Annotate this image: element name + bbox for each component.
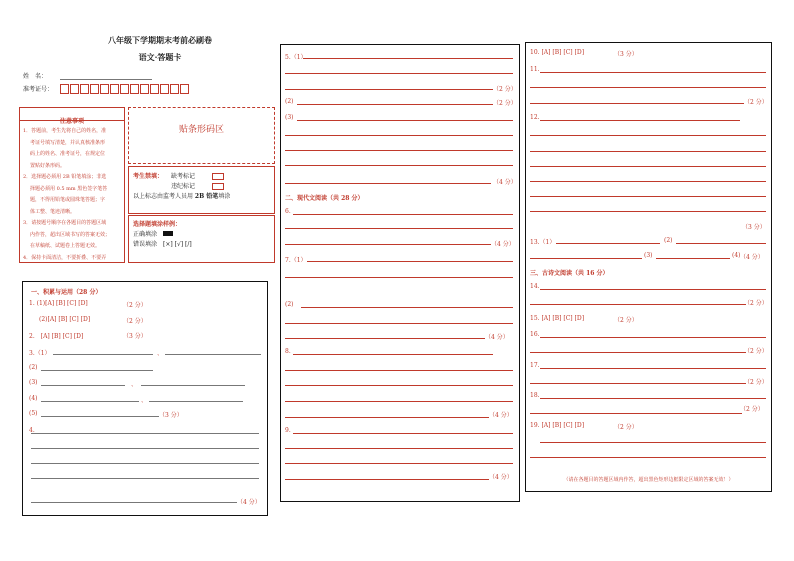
q3-4-blank-b[interactable] (149, 401, 243, 402)
q15-points: （2 分） (614, 317, 638, 324)
q19-line-b[interactable] (530, 457, 766, 458)
q3-5-points: （3 分） (159, 412, 183, 419)
q14-line-b[interactable] (530, 304, 746, 305)
q5-3-line-b[interactable] (285, 135, 513, 136)
notice-list (20, 121, 124, 264)
example-box (128, 215, 275, 263)
q15-options[interactable]: 15. [A] [B] [C] [D] (530, 315, 585, 322)
notice-line: 题，不得用铅笔或圆珠笔答题；字 (30, 197, 106, 203)
q18-line-a[interactable] (540, 398, 766, 399)
q13-pre-blank[interactable] (530, 258, 642, 259)
q13-label: 13.（1） (530, 239, 556, 246)
notice-line: 内作答，超出区域书写的答案无效； (30, 231, 111, 238)
q8-label: 8. (285, 348, 291, 355)
notice-title: 注意事项 (59, 118, 84, 125)
q3-1-separator: 、 (157, 350, 164, 357)
q6-line-b[interactable] (285, 228, 513, 229)
q9-line-b[interactable] (285, 448, 513, 449)
q3-4-separator: 、 (141, 397, 148, 404)
forbid-note (133, 193, 230, 200)
q12-points: （3 分） (742, 224, 766, 231)
q18-points: （2 分） (740, 406, 764, 413)
forbid-note-bold: 2B 铅笔 (194, 193, 219, 200)
notice-line: 择题必须用 0.5 mm 黑色签字笔答 (30, 185, 108, 192)
q3-label: 3.（1） (29, 350, 51, 357)
q13-3-blank[interactable] (656, 258, 730, 259)
q12-line-d[interactable] (530, 166, 766, 167)
notice-line: 置贴好条形码。 (30, 162, 66, 169)
footer-warning: （请在各题目的答题区域内作答，超出黑色矩形边框限定区域的答案无效！） (563, 477, 734, 483)
notice-line: 2．选择题必须用 2B 铅笔填涂；非选 (23, 174, 107, 180)
notice-line: 1．答题前，考生先将自己的姓名，准 (23, 128, 107, 134)
q3-2-label: (2) (29, 364, 38, 371)
q4-line-3[interactable] (31, 463, 259, 464)
q5-3-label: (3) (285, 114, 294, 121)
q3-5-blank[interactable] (41, 416, 159, 417)
q14-label: 14. (530, 283, 540, 290)
q17-line-a[interactable] (540, 368, 766, 369)
barcode-label: 贴条形码区 (178, 125, 224, 135)
notice-title-bar (20, 108, 124, 125)
q13-2-blank[interactable] (676, 243, 766, 244)
q3-3-separator: 、 (131, 381, 138, 388)
q7-1-line-a[interactable] (307, 261, 513, 262)
q1-1-options[interactable]: 1. (1)[A] [B] [C] [D] (29, 300, 88, 307)
q19-points: （2 分） (614, 424, 638, 431)
q8-line-e[interactable] (285, 417, 489, 418)
q9-line-d[interactable] (285, 479, 489, 480)
q4-line-4[interactable] (31, 478, 259, 479)
miss-mark-box[interactable] (212, 173, 224, 180)
q13-4-label: (4) (732, 252, 741, 259)
q12-line-b[interactable] (530, 135, 766, 136)
q16-label: 16. (530, 331, 540, 338)
q14-points: （2 分） (744, 300, 768, 307)
right-fill-sample (163, 231, 173, 236)
miss-label: 缺考标记 (171, 173, 196, 180)
q12-line-a[interactable] (540, 120, 740, 121)
q12-line-f[interactable] (530, 196, 766, 197)
q11-line-c[interactable] (530, 103, 744, 104)
q12-label: 12. (530, 114, 540, 121)
q5-1-line-c[interactable] (285, 89, 493, 90)
q10-points: （3 分） (614, 51, 638, 58)
q1-2-options[interactable]: (2)[A] [B] [C] [D] (39, 316, 91, 323)
q3-4-label: (4) (29, 395, 38, 402)
part1-box (22, 281, 268, 516)
notice-line: 码上的姓名、准考证号，在规定位 (30, 151, 106, 157)
q4-line-1[interactable] (31, 433, 259, 434)
q13-2-label: (2) (664, 237, 673, 244)
q8-line-d[interactable] (285, 401, 513, 402)
q3-1-blank-b[interactable] (165, 354, 261, 355)
name-field[interactable] (60, 79, 152, 80)
wrong-fill-samples: [×] [√] [/] (163, 241, 192, 248)
q12-line-e[interactable] (530, 181, 766, 182)
notice-line: 3．请按题号顺序在各题目的答题区域 (23, 220, 107, 226)
q17-line-b[interactable] (530, 383, 746, 384)
q19-line-a[interactable] (540, 442, 766, 443)
example-title: 选择题填涂样例： (133, 221, 182, 228)
q18-label: 18. (530, 392, 540, 399)
notice-box (19, 107, 125, 263)
q6-line-a[interactable] (293, 214, 513, 215)
q4-line-5[interactable] (31, 502, 237, 503)
q2-points: （3 分） (123, 333, 147, 340)
q1-1-points: （2 分） (123, 302, 147, 309)
wrong-fill-label: 错误填涂 (133, 241, 158, 248)
right-fill-label: 正确填涂 (133, 231, 158, 238)
q7-2-line-c[interactable] (285, 338, 485, 339)
id-cells[interactable] (60, 84, 190, 94)
q6-label: 6. (285, 208, 291, 215)
q3-1-blank-a[interactable] (53, 354, 153, 355)
right-column-box (525, 42, 772, 492)
name-label: 姓 名： (23, 73, 48, 80)
q5-3-line-e[interactable] (285, 183, 491, 184)
q13-3-label: (3) (644, 252, 653, 259)
barcode-area (128, 107, 275, 164)
q5-3-line-a[interactable] (297, 120, 513, 121)
notice-line: 4．保持卡面清洁，不要折叠、不要弄 (23, 254, 107, 261)
q11-line-a[interactable] (540, 72, 766, 73)
middle-column-box (280, 44, 520, 502)
q5-1-points: （2 分） (493, 86, 517, 93)
q6-line-c[interactable] (285, 244, 491, 245)
q1-2-points: （2 分） (123, 318, 147, 325)
q3-5-label: (5) (29, 410, 38, 417)
q9-line-a[interactable] (293, 433, 513, 434)
q8-line-a[interactable] (293, 354, 493, 355)
q5-1-line-b[interactable] (285, 73, 513, 74)
id-label: 准考证号： (23, 86, 54, 93)
q3-2-blank[interactable] (41, 370, 153, 371)
q5-2-points: （2 分） (493, 100, 517, 107)
forbid-box (128, 166, 275, 214)
q13-points: （4 分） (740, 254, 764, 261)
q7-points: （4 分） (485, 334, 509, 341)
q5-2-label: (2) (285, 98, 294, 105)
q5-3-line-d[interactable] (285, 165, 513, 166)
q3-3-blank-a[interactable] (41, 385, 125, 386)
q8-line-c[interactable] (285, 385, 513, 386)
q5-3-points: （4 分） (493, 179, 517, 186)
q6-points: （4 分） (491, 241, 515, 248)
q5-1-line-a[interactable] (303, 58, 513, 59)
q3-3-label: (3) (29, 379, 38, 386)
forbid-title: 考生禁填： (133, 173, 164, 180)
q4-points: （4 分） (237, 499, 261, 506)
forbid-note-pre: 以上标志由监考人员用 (133, 193, 195, 200)
q7-2-line-b[interactable] (285, 323, 513, 324)
q8-line-b[interactable] (285, 370, 513, 371)
q11-line-b[interactable] (530, 87, 766, 88)
q16-line-a[interactable] (540, 337, 766, 338)
q7-label: 7.（1） (285, 257, 307, 264)
q5-3-line-c[interactable] (285, 150, 513, 151)
q16-points: （2 分） (744, 348, 768, 355)
exam-title: 八年级下学期期末考前必刷卷 (108, 35, 212, 45)
q7-2-line-a[interactable] (301, 307, 513, 308)
q4-label: 4. (29, 427, 35, 434)
q16-line-b[interactable] (530, 352, 746, 353)
q19-options[interactable]: 19. [A] [B] [C] [D] (530, 422, 585, 429)
part1-title: 一、积累与运用（28 分） (31, 289, 102, 296)
q14-line-a[interactable] (540, 289, 766, 290)
q9-line-c[interactable] (285, 463, 513, 464)
q12-line-g[interactable] (530, 211, 766, 212)
q9-points: （4 分） (489, 474, 513, 481)
q11-points: （2 分） (744, 99, 768, 106)
q18-line-b[interactable] (530, 413, 742, 414)
q3-4-blank-a[interactable] (41, 401, 139, 402)
sheet-subtitle: 语文·答题卡 (138, 52, 182, 62)
notice-line: 在草稿纸、试题卷上答题无效。 (30, 243, 101, 249)
notice-line: 考证号填写清楚，并认真核准条形 (30, 139, 106, 146)
q5-2-line[interactable] (297, 104, 493, 105)
q13-1-blank[interactable] (556, 243, 660, 244)
q11-label: 11. (530, 66, 540, 73)
forbid-note-post: 填涂 (218, 193, 231, 200)
notice-line: 体工整、笔迹清晰。 (30, 208, 76, 215)
q12-line-c[interactable] (530, 151, 766, 152)
q7-1-line-b[interactable] (285, 277, 513, 278)
q17-points: （2 分） (744, 379, 768, 386)
q5-label: 5.（1） (285, 54, 307, 61)
q17-label: 17. (530, 362, 540, 369)
q8-points: （4 分） (489, 412, 513, 419)
part3-title: 三、古诗文阅读（共 16 分） (530, 270, 609, 277)
q3-3-blank-b[interactable] (141, 385, 245, 386)
q4-line-2[interactable] (31, 448, 259, 449)
q9-label: 9. (285, 427, 291, 434)
violate-mark-box[interactable] (212, 183, 224, 190)
violate-label: 违纪标记 (171, 183, 196, 190)
part2-title: 二、现代文阅读（共 28 分） (285, 195, 364, 202)
q2-options[interactable]: 2. [A] [B] [C] [D] (29, 333, 84, 340)
q10-options[interactable]: 10. [A] [B] [C] [D] (530, 49, 585, 56)
q7-2-label: (2) (285, 301, 294, 308)
